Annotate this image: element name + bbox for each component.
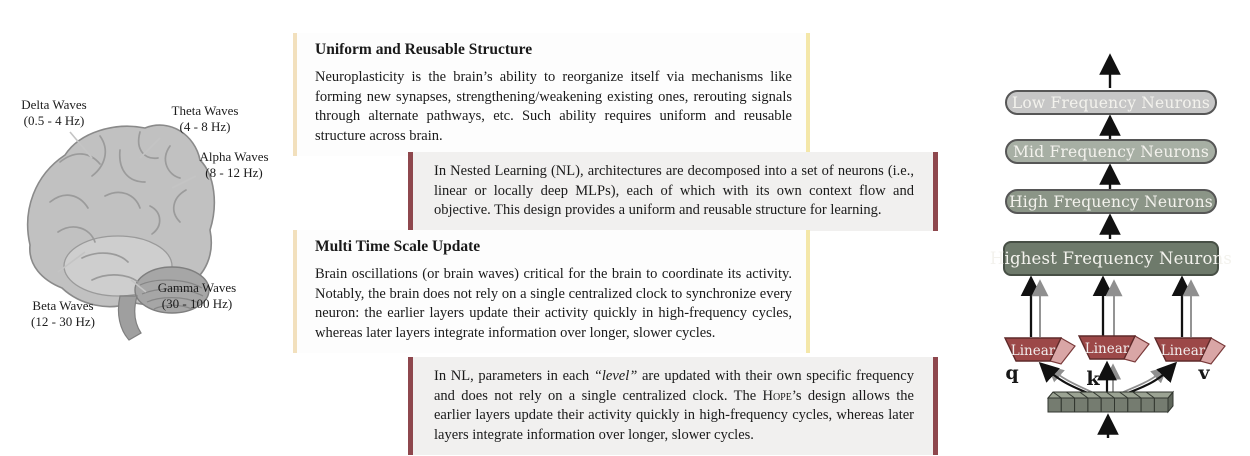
layer-high-frequency-neurons	[1005, 189, 1217, 214]
section-title: Multi Time Scale Update	[315, 238, 481, 255]
callout-text-pre: In NL, parameters in each	[434, 368, 594, 384]
alpha-waves-name: Alpha Waves	[199, 149, 269, 164]
beta-waves-name: Beta Waves	[32, 298, 94, 313]
layer-mid-frequency-neurons	[1005, 139, 1217, 164]
layer-label: Highest Frequency Neurons	[989, 249, 1233, 268]
section-uniform-structure	[293, 33, 810, 156]
section-title: Uniform and Reusable Structure	[315, 41, 533, 58]
section-body: Neuroplasticity is the brain’s ability to reorganize itself via mechanisms like forming new synapses, strengthening/weakening existing ones, rerouting signals through alternate pathways, etc. Such ability requires uniform and reusable structure across brain.	[315, 69, 792, 144]
layer-label: Low Frequency Neurons	[1011, 93, 1211, 112]
label-beta-waves	[8, 298, 118, 330]
projection-label-v: v	[1198, 362, 1210, 384]
qkv-up-arrows	[1031, 280, 1191, 337]
linear-label-v: Linear	[1160, 343, 1206, 359]
theta-waves-name: Theta Waves	[171, 103, 239, 118]
callout-text-hope: Hope	[762, 387, 792, 404]
callout-text-post: ’s design allows the earlier layers update their activity quickly in high-frequency cycles, whereas later layers integrate information over longer, slower cycles.	[434, 387, 914, 443]
projection-label-q: q	[1005, 362, 1019, 384]
layer-label: High Frequency Neurons	[1009, 192, 1213, 211]
section-body: Brain oscillations (or brain waves) critical for the brain to coordinate its activity. Notably, the brain does not rely on a single centralized clock to synchronize every neuron: the earlier layers update their activity quickly in high-frequency cycles, whereas later layers integrate information over longer, slower cycles.	[315, 266, 792, 341]
layer-highest-frequency-neurons	[989, 241, 1233, 276]
callout-nested-learning	[408, 152, 938, 231]
gamma-waves-name: Gamma Waves	[157, 280, 237, 295]
layer-low-frequency-neurons	[1005, 90, 1217, 115]
alpha-waves-range: (8 - 12 Hz)	[205, 165, 263, 180]
layer-label: Mid Frequency Neurons	[1012, 142, 1210, 161]
beta-waves-range: (12 - 30 Hz)	[31, 314, 95, 329]
token-sequence-bar	[1048, 392, 1173, 412]
callout-nl-levels	[408, 357, 938, 455]
label-alpha-waves	[178, 149, 290, 181]
gamma-waves-range: (30 - 100 Hz)	[161, 296, 233, 311]
callout-text-mid: are updated with their own specific frequency and does not rely on a single centralized clock. The	[434, 368, 914, 404]
projection-label-k: k	[1086, 368, 1100, 390]
delta-waves-name: Delta Waves	[21, 97, 87, 112]
linear-label-q: Linear	[1010, 343, 1056, 359]
linear-label-k: Linear	[1084, 341, 1130, 357]
label-delta-waves	[0, 97, 108, 129]
callout-text: In Nested Learning (NL), architectures are decomposed into a set of neurons (i.e., linear or locally deep MLPs), each of which with its own context flow and objective. This design provides a uniform and reusable structure for learning.	[434, 163, 914, 219]
label-gamma-waves	[140, 280, 254, 312]
callout-text-italic-level: “level”	[593, 368, 638, 384]
theta-waves-range: (4 - 8 Hz)	[179, 119, 231, 134]
delta-waves-range: (0.5 - 4 Hz)	[23, 113, 85, 128]
label-theta-waves	[150, 103, 260, 135]
section-multi-time-scale	[293, 230, 810, 353]
